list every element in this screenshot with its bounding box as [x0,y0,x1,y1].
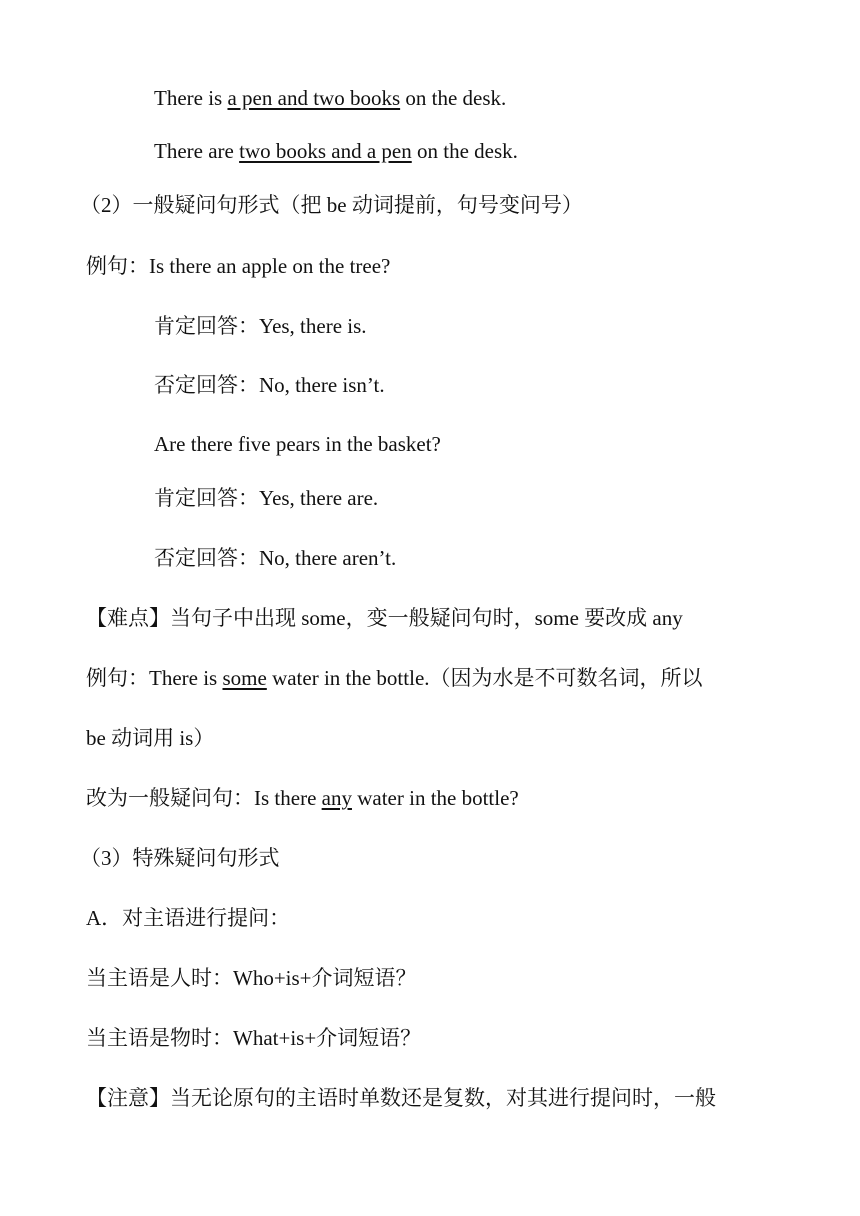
example-some: 例句：There is some water in the bottle.（因为水是不可数名词，所以 [86,666,703,690]
difficulty-note: 【难点】当句子中出现 some，变一般疑问句时，some 要改成 any [86,606,683,630]
section-heading-general-question: （2）一般疑问句形式（把 be 动词提前，句号变问号） [80,193,583,217]
negative-answer-plural: 否定回答：No, there aren’t. [154,546,397,570]
rule-what: 当主语是物时：What+is+介词短语？ [86,1026,422,1050]
example-question: 例句：Is there an apple on the tree? [86,254,391,278]
negative-answer: 否定回答：No, there isn’t. [154,373,385,397]
underlined-any: any [321,786,352,810]
affirmative-answer: 肯定回答：Yes, there is. [154,314,367,338]
underlined-some: some [222,666,267,690]
example-sentence-there-is: There is a pen and two books on the desk. [154,86,507,110]
affirmative-answer-plural: 肯定回答：Yes, there are. [154,486,379,510]
example-sentence-there-are: There are two books and a pen on the desk. [154,139,518,163]
rule-who: 当主语是人时：Who+is+介词短语？ [86,966,417,990]
attention-note: 【注意】当无论原句的主语时单数还是复数，对其进行提问时，一般 [86,1086,716,1110]
subject-question-heading: A．对主语进行提问： [86,906,291,930]
example-any: 改为一般疑问句：Is there any water in the bottle? [86,786,519,810]
section-heading-special-question: （3）特殊疑问句形式 [80,846,280,870]
underlined-subject: two books and a pen [239,139,412,163]
example-some-continued: be 动词用 is） [86,726,215,750]
underlined-subject: a pen and two books [227,86,401,110]
example-question-plural: Are there five pears in the basket? [154,432,441,456]
